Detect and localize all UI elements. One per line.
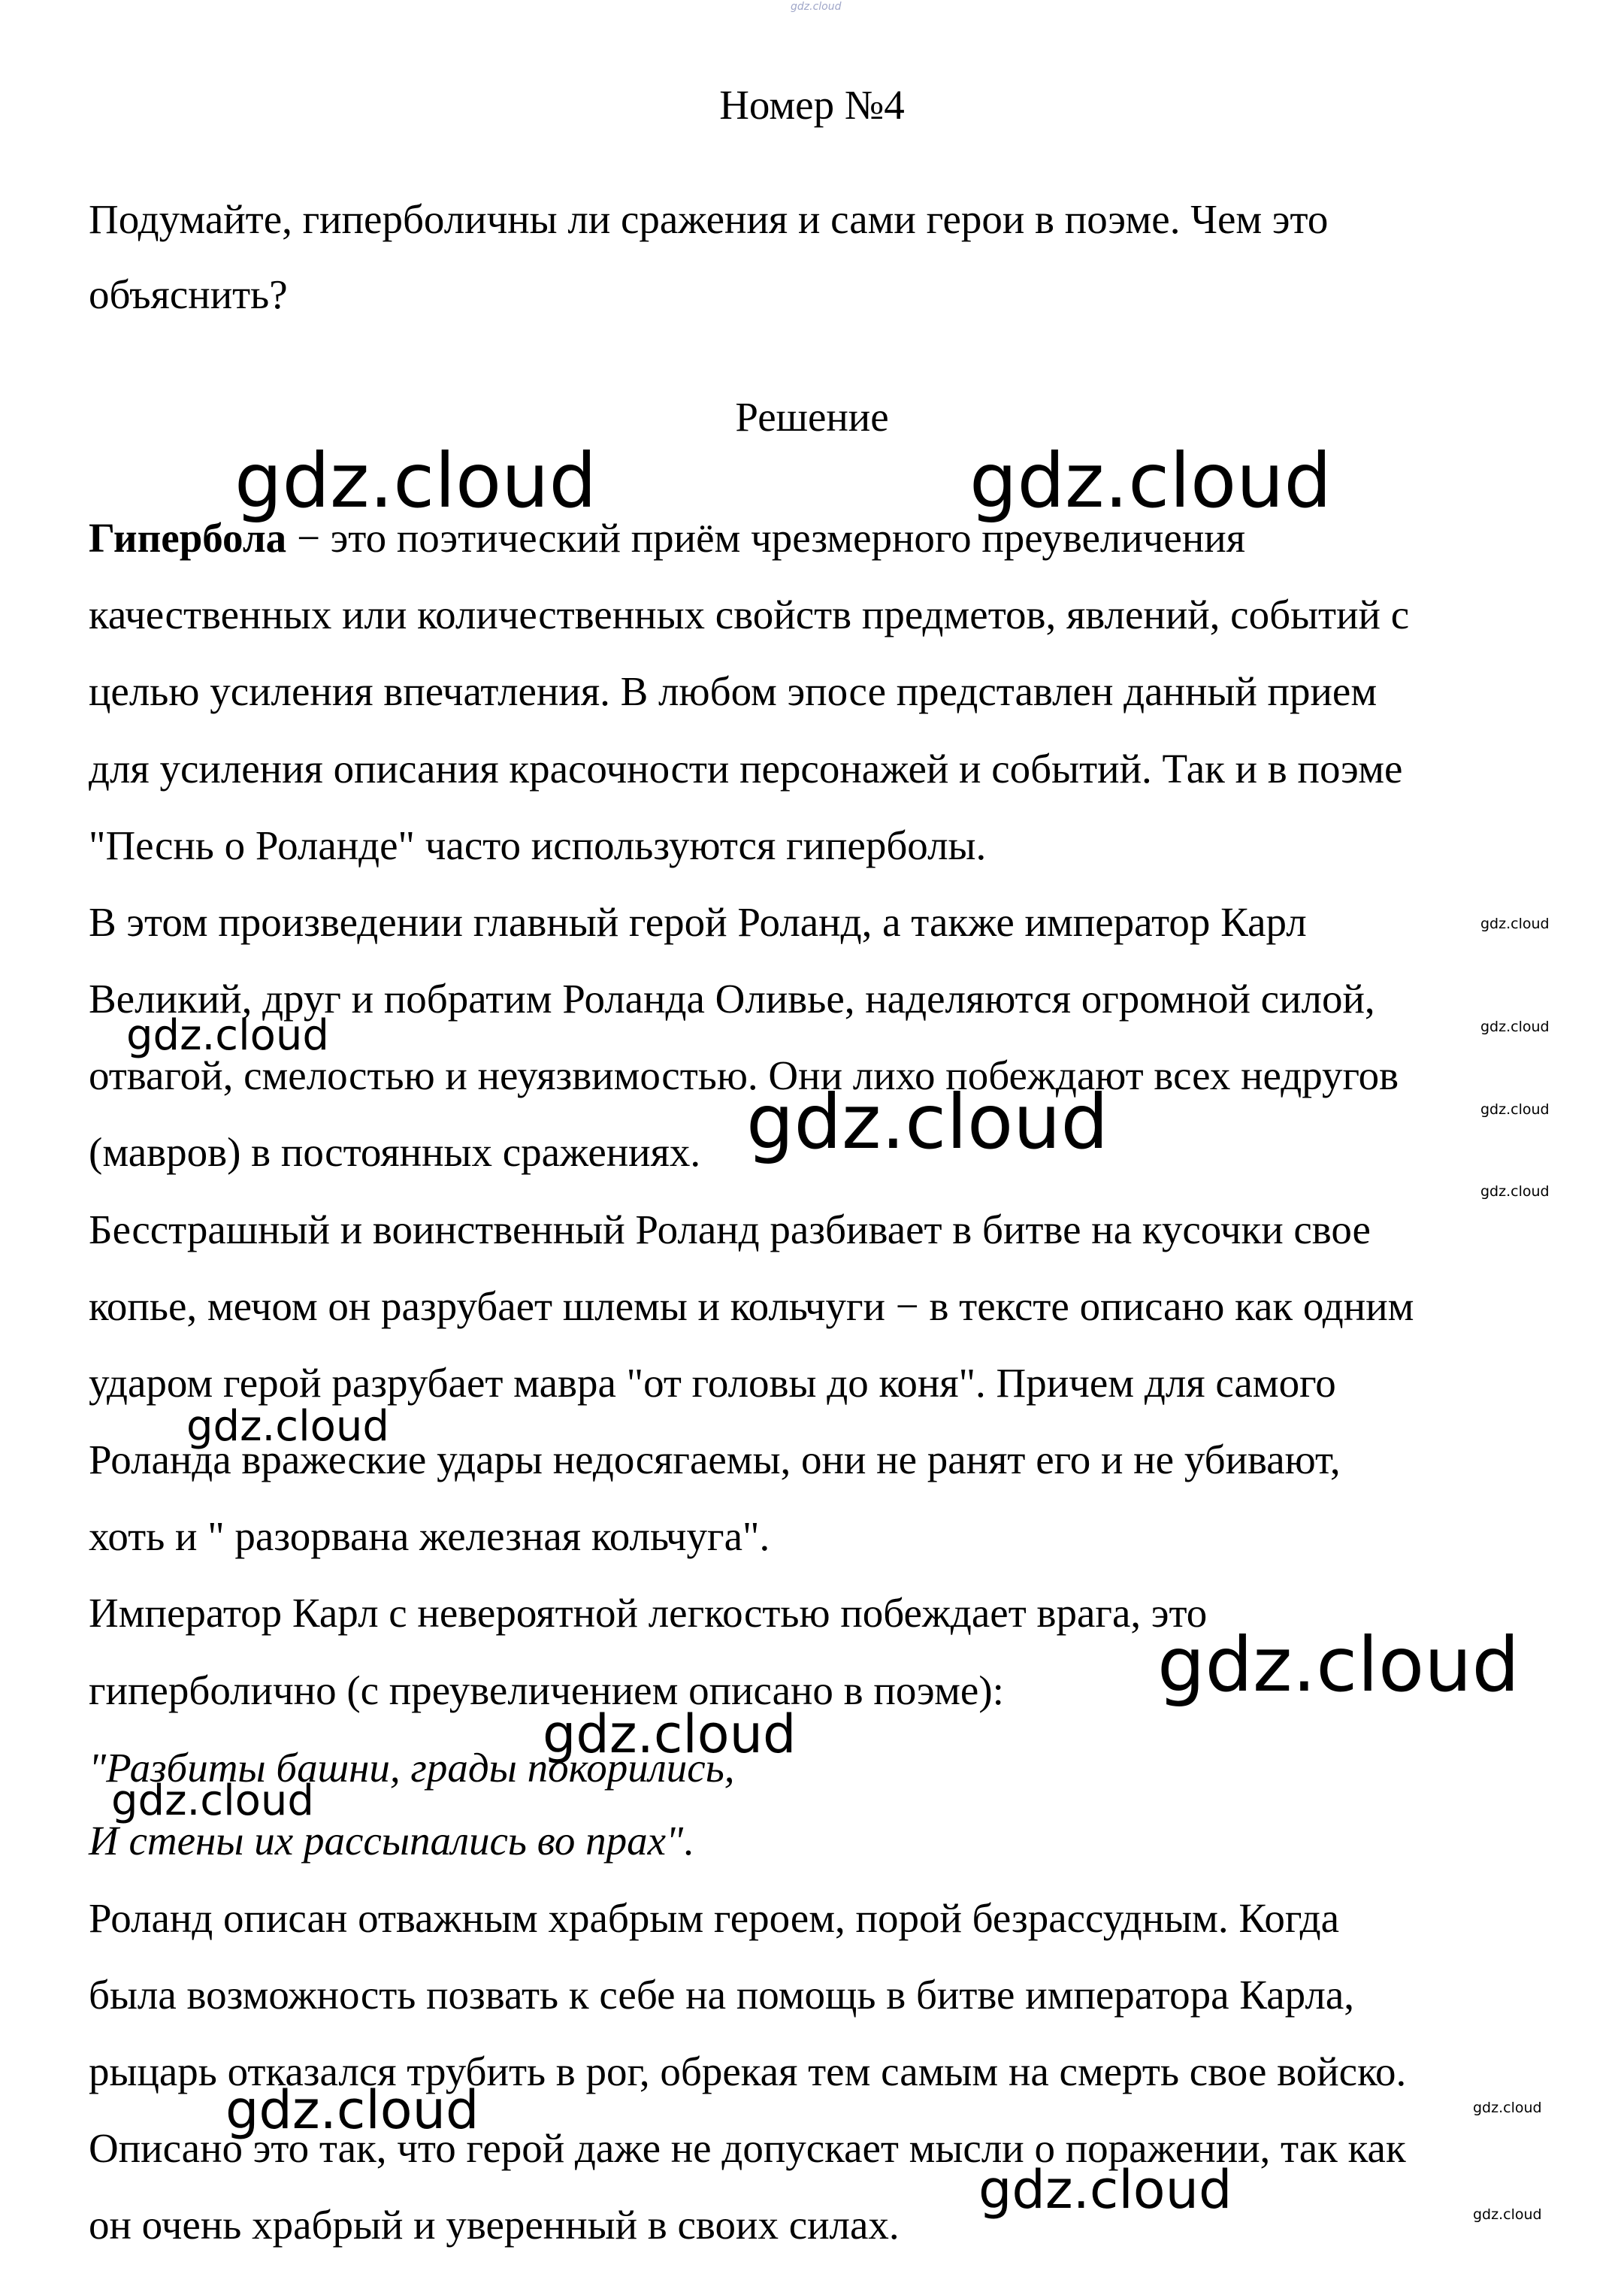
watermark: gdz.cloud bbox=[1480, 916, 1550, 932]
question-line: объяснить? bbox=[89, 271, 288, 317]
watermark: gdz.cloud bbox=[746, 1078, 1109, 1166]
watermark: gdz.cloud bbox=[543, 1703, 797, 1765]
watermark: gdz.cloud bbox=[1473, 2206, 1542, 2223]
watermark: gdz.cloud bbox=[969, 437, 1332, 525]
watermark: gdz.cloud bbox=[1480, 1019, 1550, 1035]
watermark: gdz.cloud bbox=[111, 1776, 314, 1825]
solution-line: Бесстрашный и воинственный Роланд разбивает в битве на кусочки свое bbox=[89, 1207, 1371, 1252]
solution-line: Император Карл с невероятной легкостью побеждает врага, это bbox=[89, 1590, 1208, 1636]
solution-heading: Решение bbox=[735, 394, 889, 440]
solution-line: ударом герой разрубает мавра "от головы до коня". Причем для самого bbox=[89, 1360, 1336, 1406]
solution-line: (мавров) в постоянных сражениях. bbox=[89, 1129, 701, 1175]
solution-line: "Песнь о Роланде" часто используются гиперболы. bbox=[89, 822, 987, 868]
solution-line: отвагой, смелостью и неуязвимостью. Они лихо побеждают всех недругов bbox=[89, 1052, 1399, 1098]
solution-line: была возможность позвать к себе на помощь в битве императора Карла, bbox=[89, 1972, 1354, 2018]
solution-line: В этом произведении главный герой Роланд, а также император Карл bbox=[89, 899, 1307, 945]
page-title: Номер №4 bbox=[719, 82, 905, 128]
watermark: gdz.cloud bbox=[1473, 2100, 1542, 2116]
quote-line: "Разбиты башни, грады покорились, bbox=[89, 1745, 735, 1791]
watermark: gdz.cloud bbox=[225, 2079, 479, 2141]
watermark: gdz.cloud bbox=[234, 437, 597, 525]
watermark: gdz.cloud bbox=[186, 1402, 389, 1451]
solution-line: целью усиления впечатления. В любом эпосе представлен данный прием bbox=[89, 668, 1378, 714]
solution-line: гиперболично (с преувеличением описано в поэме): bbox=[89, 1667, 1004, 1713]
watermark: gdz.cloud bbox=[978, 2159, 1232, 2221]
quote-text: И стены их рассыпались во прах" bbox=[89, 1818, 684, 1864]
solution-line: Роланда вражеские удары недосягаемы, они не ранят его и не убивают, bbox=[89, 1437, 1341, 1482]
question-line: Подумайте, гиперболичны ли сражения и сами герои в поэме. Чем это bbox=[89, 196, 1329, 242]
solution-line: Великий, друг и побратим Роланда Оливье, наделяются огромной силой, bbox=[89, 976, 1375, 1022]
quote-line bbox=[89, 1818, 694, 1864]
watermark: gdz.cloud bbox=[1480, 1101, 1550, 1118]
solution-line: хоть и " разорвана железная кольчуга". bbox=[89, 1513, 770, 1559]
term-definition: − это поэтический приём чрезмерного преувеличения bbox=[286, 515, 1246, 561]
solution-line: Описано это так, что герой даже не допускает мысли о поражении, так как bbox=[89, 2125, 1406, 2171]
quote-period: . bbox=[683, 1818, 694, 1864]
solution-line: он очень храбрый и уверенный в своих силах. bbox=[89, 2202, 900, 2248]
watermark: gdz.cloud bbox=[126, 1011, 329, 1060]
top-watermark: gdz.cloud bbox=[791, 1, 842, 13]
watermark: gdz.cloud bbox=[1157, 1621, 1520, 1709]
term-hyperbola: Гипербола bbox=[89, 515, 287, 561]
solution-line: Роланд описан отважным храбрым героем, порой безрассудным. Когда bbox=[89, 1895, 1340, 1941]
solution-line: копье, мечом он разрубает шлемы и кольчуги − в тексте описано как одним bbox=[89, 1283, 1414, 1329]
solution-line: рыцарь отказался трубить в рог, обрекая тем самым на смерть свое войско. bbox=[89, 2048, 1407, 2094]
solution-line: для усиления описания красочности персонажей и событий. Так и в поэме bbox=[89, 746, 1403, 792]
watermark: gdz.cloud bbox=[1480, 1183, 1550, 1200]
solution-line: качественных или количественных свойств предметов, явлений, событий с bbox=[89, 592, 1410, 637]
